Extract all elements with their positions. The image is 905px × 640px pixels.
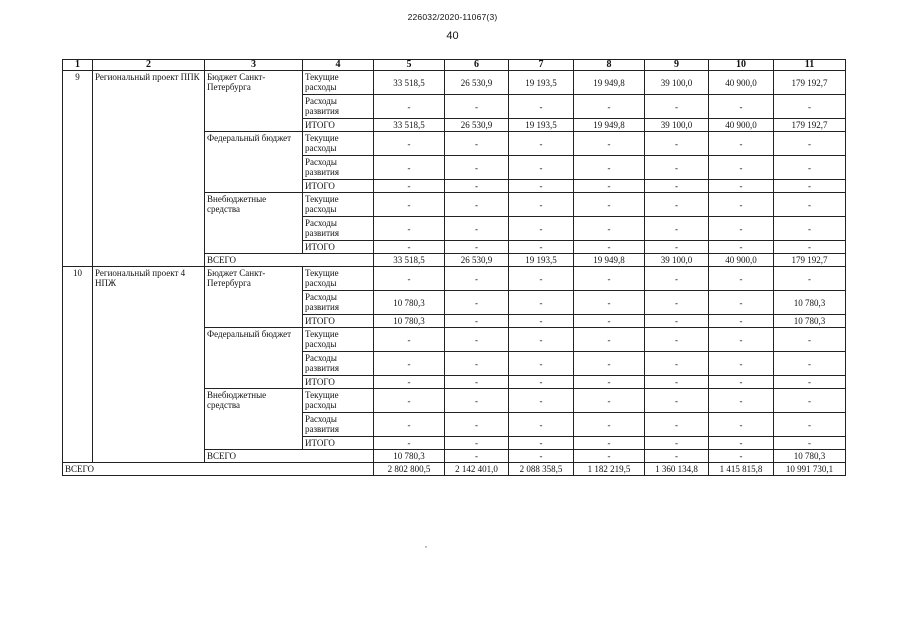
value-cell: - <box>774 437 846 450</box>
value-cell: - <box>445 193 509 217</box>
funding-source: Внебюджетные средства <box>205 193 303 254</box>
expense-type: ИТОГО <box>303 241 374 254</box>
value-cell: - <box>445 241 509 254</box>
value-cell: - <box>509 291 574 315</box>
budget-table-body <box>63 60 846 476</box>
column-header: 8 <box>574 60 645 71</box>
value-cell: - <box>709 180 774 193</box>
value-cell: - <box>445 291 509 315</box>
value-cell: - <box>645 291 709 315</box>
section-total-value: - <box>574 450 645 463</box>
value-cell: - <box>374 156 445 180</box>
column-header: 7 <box>509 60 574 71</box>
value-cell: - <box>509 132 574 156</box>
value-cell: - <box>774 267 846 291</box>
section-total-value: 19 193,5 <box>509 254 574 267</box>
value-cell: 10 780,3 <box>374 315 445 328</box>
value-cell: - <box>774 180 846 193</box>
value-cell: - <box>574 156 645 180</box>
table-row <box>63 267 846 291</box>
value-cell: - <box>645 241 709 254</box>
value-cell: - <box>645 352 709 376</box>
column-header: 6 <box>445 60 509 71</box>
section-total-value: - <box>445 450 509 463</box>
expense-type: Текущие расходы <box>303 389 374 413</box>
value-cell: - <box>709 315 774 328</box>
value-cell: 19 949,8 <box>574 71 645 95</box>
value-cell: - <box>774 328 846 352</box>
section-total-value: 33 518,5 <box>374 254 445 267</box>
value-cell: - <box>574 437 645 450</box>
value-cell: - <box>445 328 509 352</box>
value-cell: - <box>774 376 846 389</box>
value-cell: - <box>709 241 774 254</box>
value-cell: 10 780,3 <box>374 291 445 315</box>
value-cell: - <box>774 132 846 156</box>
column-header: 11 <box>774 60 846 71</box>
value-cell: - <box>374 180 445 193</box>
value-cell: - <box>374 241 445 254</box>
value-cell: - <box>574 413 645 437</box>
value-cell: 33 518,5 <box>374 119 445 132</box>
expense-type: Расходы развития <box>303 95 374 119</box>
value-cell: - <box>709 217 774 241</box>
value-cell: - <box>709 389 774 413</box>
value-cell: 179 192,7 <box>774 119 846 132</box>
value-cell: - <box>374 413 445 437</box>
value-cell: 10 780,3 <box>774 291 846 315</box>
value-cell: 26 530,9 <box>445 71 509 95</box>
expense-type: Текущие расходы <box>303 132 374 156</box>
value-cell: - <box>574 267 645 291</box>
value-cell: - <box>509 180 574 193</box>
value-cell: - <box>645 413 709 437</box>
value-cell: - <box>774 156 846 180</box>
value-cell: - <box>509 376 574 389</box>
value-cell: - <box>645 315 709 328</box>
value-cell: - <box>445 217 509 241</box>
grand-total-value: 1 182 219,5 <box>574 463 645 476</box>
value-cell: - <box>445 180 509 193</box>
expense-type: Текущие расходы <box>303 71 374 95</box>
section-total-value: - <box>645 450 709 463</box>
value-cell: 33 518,5 <box>374 71 445 95</box>
value-cell: - <box>509 241 574 254</box>
value-cell: - <box>374 267 445 291</box>
value-cell: - <box>774 95 846 119</box>
project-name: Региональный проект 4 НПЖ <box>93 267 205 463</box>
value-cell: - <box>645 376 709 389</box>
value-cell: 26 530,9 <box>445 119 509 132</box>
value-cell: - <box>509 193 574 217</box>
value-cell: - <box>445 95 509 119</box>
value-cell: - <box>574 217 645 241</box>
value-cell: - <box>509 156 574 180</box>
value-cell: - <box>645 437 709 450</box>
grand-total-value: 2 142 401,0 <box>445 463 509 476</box>
column-header: 9 <box>645 60 709 71</box>
expense-type: Расходы развития <box>303 413 374 437</box>
value-cell: - <box>445 376 509 389</box>
value-cell: - <box>645 156 709 180</box>
value-cell: - <box>709 352 774 376</box>
grand-total-value: 2 802 800,5 <box>374 463 445 476</box>
value-cell: - <box>709 193 774 217</box>
value-cell: - <box>509 389 574 413</box>
value-cell: - <box>574 389 645 413</box>
grand-total-value: 10 991 730,1 <box>774 463 846 476</box>
value-cell: - <box>445 132 509 156</box>
value-cell: - <box>774 241 846 254</box>
value-cell: - <box>709 267 774 291</box>
value-cell: - <box>509 328 574 352</box>
section-total-label: ВСЕГО <box>205 254 374 267</box>
value-cell: - <box>445 413 509 437</box>
expense-type: Расходы развития <box>303 291 374 315</box>
value-cell: 39 100,0 <box>645 71 709 95</box>
value-cell: - <box>574 352 645 376</box>
grand-total-value: 2 088 358,5 <box>509 463 574 476</box>
value-cell: - <box>574 180 645 193</box>
value-cell: - <box>574 132 645 156</box>
value-cell: - <box>574 328 645 352</box>
grand-total-value: 1 415 815,8 <box>709 463 774 476</box>
project-name: Региональный проект ППК <box>93 71 205 267</box>
value-cell: - <box>645 180 709 193</box>
value-cell: - <box>574 241 645 254</box>
column-header: 3 <box>205 60 303 71</box>
value-cell: - <box>574 291 645 315</box>
value-cell: 40 900,0 <box>709 71 774 95</box>
value-cell: - <box>574 193 645 217</box>
column-header: 10 <box>709 60 774 71</box>
section-total-value: 26 530,9 <box>445 254 509 267</box>
expense-type: Расходы развития <box>303 352 374 376</box>
page-number: 40 <box>446 30 459 42</box>
value-cell: - <box>374 437 445 450</box>
value-cell: - <box>709 413 774 437</box>
value-cell: 19 949,8 <box>574 119 645 132</box>
expense-type: Текущие расходы <box>303 267 374 291</box>
budget-table <box>62 59 846 476</box>
section-total-value: 10 780,3 <box>374 450 445 463</box>
value-cell: - <box>509 315 574 328</box>
value-cell: - <box>574 95 645 119</box>
value-cell: - <box>574 315 645 328</box>
value-cell: - <box>509 437 574 450</box>
value-cell: - <box>445 156 509 180</box>
column-header: 5 <box>374 60 445 71</box>
funding-source: Федеральный бюджет <box>205 132 303 193</box>
column-header-row <box>63 60 846 71</box>
grand-total-value: 1 360 134,8 <box>645 463 709 476</box>
column-header: 2 <box>93 60 205 71</box>
grand-total-row <box>63 463 846 476</box>
value-cell: - <box>709 376 774 389</box>
value-cell: 19 193,5 <box>509 119 574 132</box>
value-cell: - <box>374 328 445 352</box>
value-cell: - <box>509 413 574 437</box>
value-cell: - <box>509 352 574 376</box>
section-total-value: - <box>709 450 774 463</box>
value-cell: - <box>374 217 445 241</box>
expense-type: ИТОГО <box>303 315 374 328</box>
section-total-label: ВСЕГО <box>205 450 374 463</box>
value-cell: - <box>509 95 574 119</box>
value-cell: - <box>374 132 445 156</box>
column-header: 4 <box>303 60 374 71</box>
value-cell: - <box>645 389 709 413</box>
section-total-value: 179 192,7 <box>774 254 846 267</box>
funding-source: Бюджет Санкт-Петербурга <box>205 267 303 328</box>
expense-type: ИТОГО <box>303 180 374 193</box>
value-cell: - <box>374 389 445 413</box>
value-cell: 179 192,7 <box>774 71 846 95</box>
value-cell: - <box>774 352 846 376</box>
project-number: 9 <box>63 71 93 267</box>
section-total-value: 40 900,0 <box>709 254 774 267</box>
grand-total-label: ВСЕГО <box>63 463 374 476</box>
value-cell: - <box>774 217 846 241</box>
funding-source: Внебюджетные средства <box>205 389 303 450</box>
value-cell: 39 100,0 <box>645 119 709 132</box>
value-cell: - <box>709 291 774 315</box>
value-cell: - <box>645 267 709 291</box>
project-number: 10 <box>63 267 93 463</box>
value-cell: - <box>709 132 774 156</box>
value-cell: - <box>509 217 574 241</box>
value-cell: - <box>709 95 774 119</box>
value-cell: - <box>445 389 509 413</box>
value-cell: - <box>374 193 445 217</box>
document-code: 226032/2020-11067(3) <box>407 12 498 22</box>
value-cell: - <box>445 437 509 450</box>
value-cell: - <box>374 95 445 119</box>
expense-type: ИТОГО <box>303 119 374 132</box>
value-cell: - <box>574 376 645 389</box>
expense-type: Текущие расходы <box>303 193 374 217</box>
value-cell: - <box>445 352 509 376</box>
value-cell: - <box>445 267 509 291</box>
value-cell: - <box>709 328 774 352</box>
value-cell: - <box>645 132 709 156</box>
value-cell: - <box>374 376 445 389</box>
value-cell: - <box>645 95 709 119</box>
value-cell: - <box>709 156 774 180</box>
column-header: 1 <box>63 60 93 71</box>
value-cell: - <box>645 328 709 352</box>
expense-type: ИТОГО <box>303 376 374 389</box>
funding-source: Федеральный бюджет <box>205 328 303 389</box>
expense-type: Расходы развития <box>303 217 374 241</box>
expense-type: Расходы развития <box>303 156 374 180</box>
section-total-value: - <box>509 450 574 463</box>
value-cell: - <box>774 193 846 217</box>
value-cell: - <box>774 413 846 437</box>
value-cell: - <box>445 315 509 328</box>
value-cell: 19 193,5 <box>509 71 574 95</box>
expense-type: Текущие расходы <box>303 328 374 352</box>
value-cell: - <box>774 389 846 413</box>
section-total-value: 10 780,3 <box>774 450 846 463</box>
table-row <box>63 71 846 95</box>
value-cell: - <box>709 437 774 450</box>
funding-source: Бюджет Санкт-Петербурга <box>205 71 303 132</box>
value-cell: - <box>645 217 709 241</box>
value-cell: 40 900,0 <box>709 119 774 132</box>
value-cell: 10 780,3 <box>774 315 846 328</box>
value-cell: - <box>509 267 574 291</box>
value-cell: - <box>374 352 445 376</box>
expense-type: ИТОГО <box>303 437 374 450</box>
stray-mark: , <box>425 540 427 549</box>
value-cell: - <box>645 193 709 217</box>
section-total-value: 39 100,0 <box>645 254 709 267</box>
section-total-value: 19 949,8 <box>574 254 645 267</box>
